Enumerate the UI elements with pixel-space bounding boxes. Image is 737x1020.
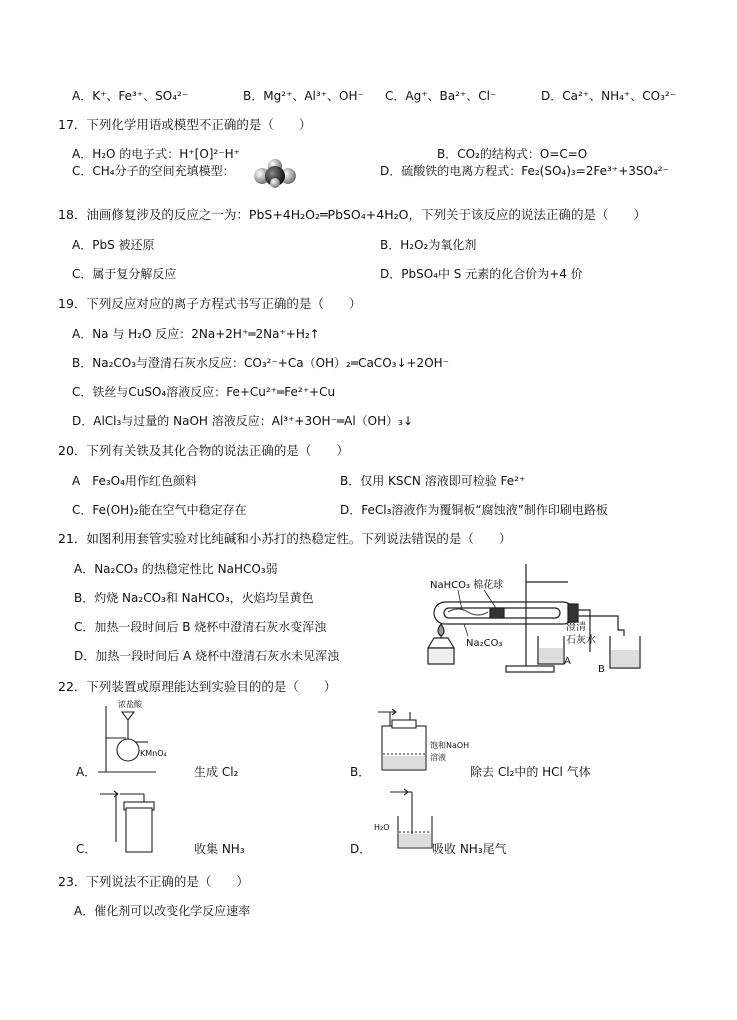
q21-option-d: D．加热一段时间后 A 烧杯中澄清石灰水未见浑浊 [74,649,340,663]
q18-option-a: A．PbS 被还原 [72,238,155,252]
q22-option-a-letter: A． [76,765,97,779]
ch4-space-filling-model-icon [250,158,300,188]
q22-apparatus-a-figure [96,698,176,778]
q17-option-a: A．H₂O 的电子式：H⁺[O]²⁻H⁺ [72,147,240,161]
q22-option-c-text: 收集 NH₃ [194,842,245,856]
q20-option-b: B．仅用 KSCN 溶液即可检验 Fe²⁺ [340,474,526,488]
q20-option-d: D．FeCl₃溶液作为覆铜板“腐蚀液”制作印刷电路板 [340,503,608,517]
q21-option-c: C．加热一段时间后 B 烧杯中澄清石灰水变浑浊 [74,620,327,634]
fig-label-naoh-2: 溶液 [430,753,446,762]
q19-option-c: C．铁丝与CuSO₄溶液反应：Fe+Cu²⁺═Fe²⁺+Cu [72,385,336,399]
q16-option-d: D．Ca²⁺、NH₄⁺、CO₃²⁻ [541,89,677,103]
fig-label-naoh-1: 饱和NaOH [430,741,470,750]
fig-label-b: B [598,664,605,675]
fig-label-nahco3: NaHCO₃ 棉花球 [430,580,504,591]
q22-option-b-letter: B． [350,765,371,779]
q16-option-b: B．Mg²⁺、Al³⁺、OH⁻ [243,89,364,103]
fig-label-limewater-1: 澄清 [566,622,586,633]
q22-option-a-text: 生成 Cl₂ [194,765,239,779]
q18-stem: 18．油画修复涉及的反应之一为：PbS+4H₂O₂═PbSO₄+4H₂O，下列关于该反应的说法正确的是（ ） [58,207,646,222]
q20-option-c: C．Fe(OH)₂能在空气中稳定存在 [72,503,247,517]
q16-option-a: A．K⁺、Fe³⁺、SO₄²⁻ [72,89,189,103]
q18-option-b: B．H₂O₂为氧化剂 [380,238,477,252]
q21-stem: 21．如图利用套管实验对比纯碱和小苏打的热稳定性。下列说法错误的是（ ） [58,531,512,546]
q23-option-a: A．催化剂可以改变化学反应速率 [74,904,251,918]
fig-label-limewater-2: 石灰水 [566,635,596,646]
q18-option-c: C．属于复分解反应 [72,267,177,281]
q17-option-d: D．硫酸铁的电离方程式：Fe₂(SO₄)₃=2Fe³⁺+3SO₄²⁻ [380,164,669,178]
q20-stem: 20．下列有关铁及其化合物的说法正确的是（ ） [58,443,349,458]
fig-label-kmno4: KMnO₄ [140,749,167,758]
q23-stem: 23．下列说法不正确的是（ ） [58,874,249,889]
fig-label-a: A [564,656,571,667]
q19-option-d: D．AlCl₃与过量的 NaOH 溶液反应：Al³⁺+3OH⁻═Al（OH）₃↓ [72,414,414,428]
q22-option-d-letter: D． [350,842,372,856]
q22-apparatus-c-figure [96,786,166,856]
q22-option-b-text: 除去 Cl₂中的 HCl 气体 [470,765,591,779]
q21-apparatus-figure [418,560,648,680]
q19-option-a: A．Na 与 H₂O 反应：2Na+2H⁺═2Na⁺+H₂↑ [72,327,320,341]
q17-option-b: B．CO₂的结构式：O=C=O [437,147,588,161]
q21-option-b: B．灼烧 Na₂CO₃和 NaHCO₃，火焰均呈黄色 [74,591,314,605]
fig-label-h2o: H₂O [374,823,390,832]
q22-option-d-text: 吸收 NH₃尾气 [432,842,507,856]
q21-option-a: A．Na₂CO₃ 的热稳定性比 NaHCO₃弱 [74,562,278,576]
q22-option-c-letter: C． [76,842,97,856]
fig-label-hcl: 浓盐酸 [118,700,142,709]
q19-stem: 19．下列反应对应的离子方程式书写正确的是（ ） [58,296,362,311]
q19-option-b: B．Na₂CO₃与澄清石灰水反应：CO₃²⁻+Ca（OH）₂═CaCO₃↓+2OH⁻ [72,356,449,370]
fig-label-na2co3: Na₂CO₃ [466,638,503,649]
q22-stem: 22．下列装置或原理能达到实验目的的是（ ） [58,679,337,694]
q17-stem: 17．下列化学用语或模型不正确的是（ ） [58,117,312,132]
q17-option-c: C．CH₄分子的空间充填模型： [72,164,235,178]
q18-option-d: D．PbSO₄中 S 元素的化合价为+4 价 [380,267,583,281]
q22-apparatus-b-figure [374,702,474,774]
q16-option-c: C．Ag⁺、Ba²⁺、Cl⁻ [385,89,497,103]
q20-option-a: A Fe₃O₄用作红色颜料 [72,474,197,488]
